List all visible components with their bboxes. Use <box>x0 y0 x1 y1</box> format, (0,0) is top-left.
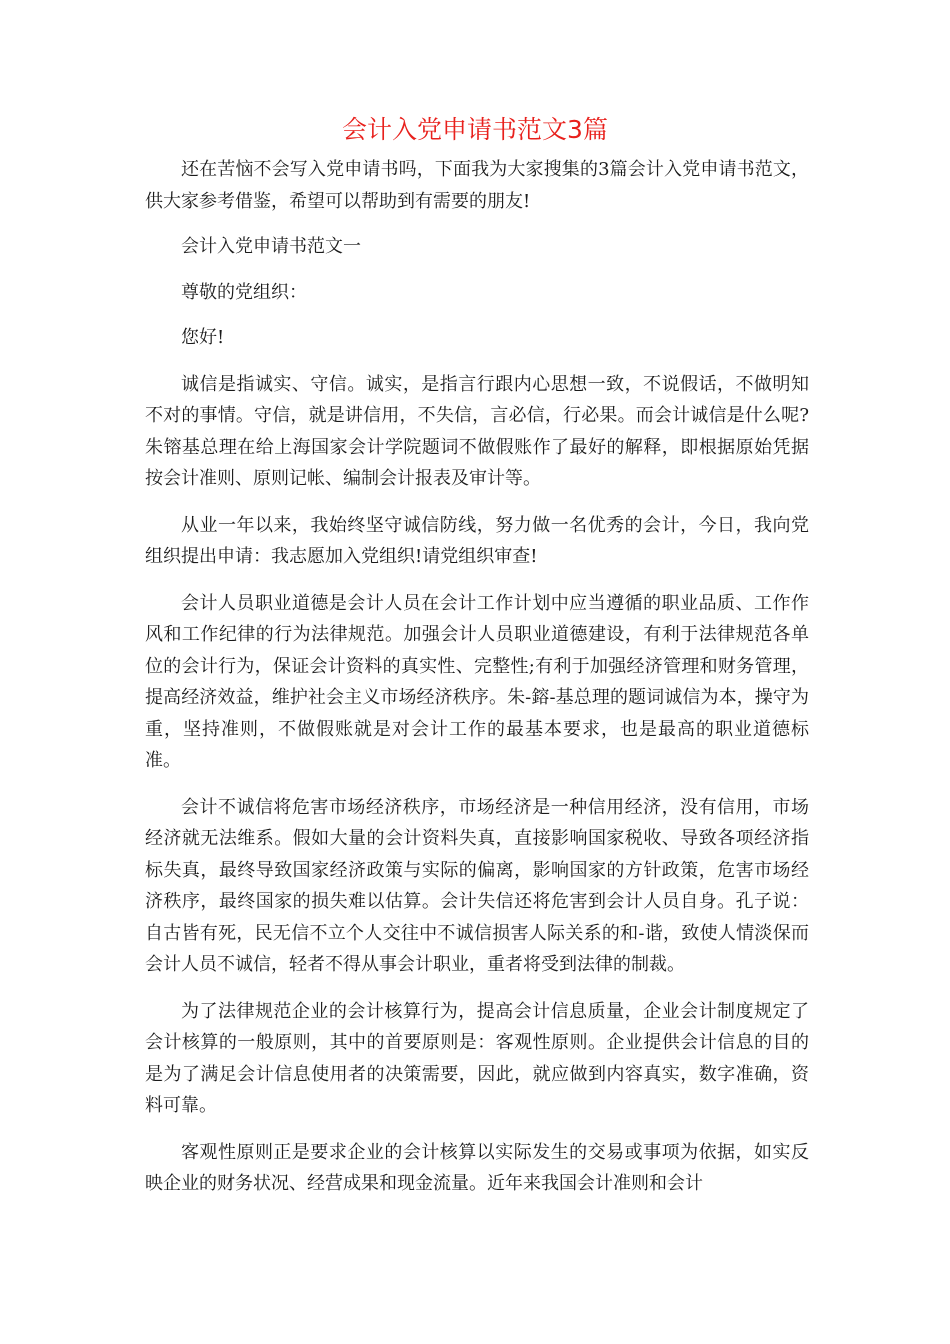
document-body <box>145 154 809 1200</box>
body-paragraph: 为了法律规范企业的会计核算行为，提高会计信息质量，企业会计制度规定了会计核算的一般原则，其中的首要原则是：客观性原则。企业提供会计信息的目的是为了满足会计信息使用者的决策需要，因此，就应做到内容真实，数字准确，资料可靠。 <box>145 1000 809 1116</box>
intro-paragraph: 还在苦恼不会写入党申请书吗，下面我为大家搜集的3篇会计入党申请书范文，供大家参考借鉴，希望可以帮助到有需要的朋友! <box>145 159 809 212</box>
body-paragraph: 会计人员职业道德是会计人员在会计工作计划中应当遵循的职业品质、工作作风和工作纪律的行为法律规范。加强会计人员职业道德建设，有利于法律规范各单位的会计行为，保证会计资料的真实性、完整性;有利于加强经济管理和财务管理，提高经济效益，维护社会主义市场经济秩序。朱-鎔-基总理的题词诚信为本，操守为重，坚持准则，不做假账就是对会计工作的最基本要求，也是最高的职业道德标准。 <box>145 592 809 771</box>
body-paragraph: 客观性原则正是要求企业的会计核算以实际发生的交易或事项为依据，如实反映企业的财务状况、经营成果和现金流量。近年来我国会计准则和会计 <box>145 1141 809 1194</box>
document-title: 会计入党申请书范文3篇 <box>342 115 608 144</box>
body-paragraph: 诚信是指诚实、守信。诚实，是指言行跟内心思想一致，不说假话，不做明知不对的事情。守信，就是讲信用，不失信，言必信，行必果。而会计诚信是什么呢?朱镕基总理在给上海国家会计学院题词不做假账作了最好的解释，即根据原始凭据按会计准则、原则记帐、编制会计报表及审计等。 <box>145 373 809 489</box>
body-paragraph: 从业一年以来，我始终坚守诚信防线，努力做一名优秀的会计，今日，我向党组织提出申请：我志愿加入党组织!请党组织审查! <box>145 514 809 567</box>
greeting: 您好! <box>181 327 225 348</box>
body-paragraph: 会计不诚信将危害市场经济秩序，市场经济是一种信用经济，没有信用，市场经济就无法维系。假如大量的会计资料失真，直接影响国家税收、导致各项经济指标失真，最终导致国家经济政策与实际的偏离，影响国家的方针政策，危害市场经济秩序，最终国家的损失难以估算。会计失信还将危害到会计人员自身。孔子说：自古皆有死，民无信不立个人交往中不诚信损害人际关系的和-谐，致使人情淡保而会计人员不诚信，轻者不得从事会计职业，重者将受到法律的制裁。 <box>145 796 809 975</box>
section-heading: 会计入党申请书范文一 <box>181 236 361 257</box>
salutation: 尊敬的党组织： <box>181 281 307 303</box>
